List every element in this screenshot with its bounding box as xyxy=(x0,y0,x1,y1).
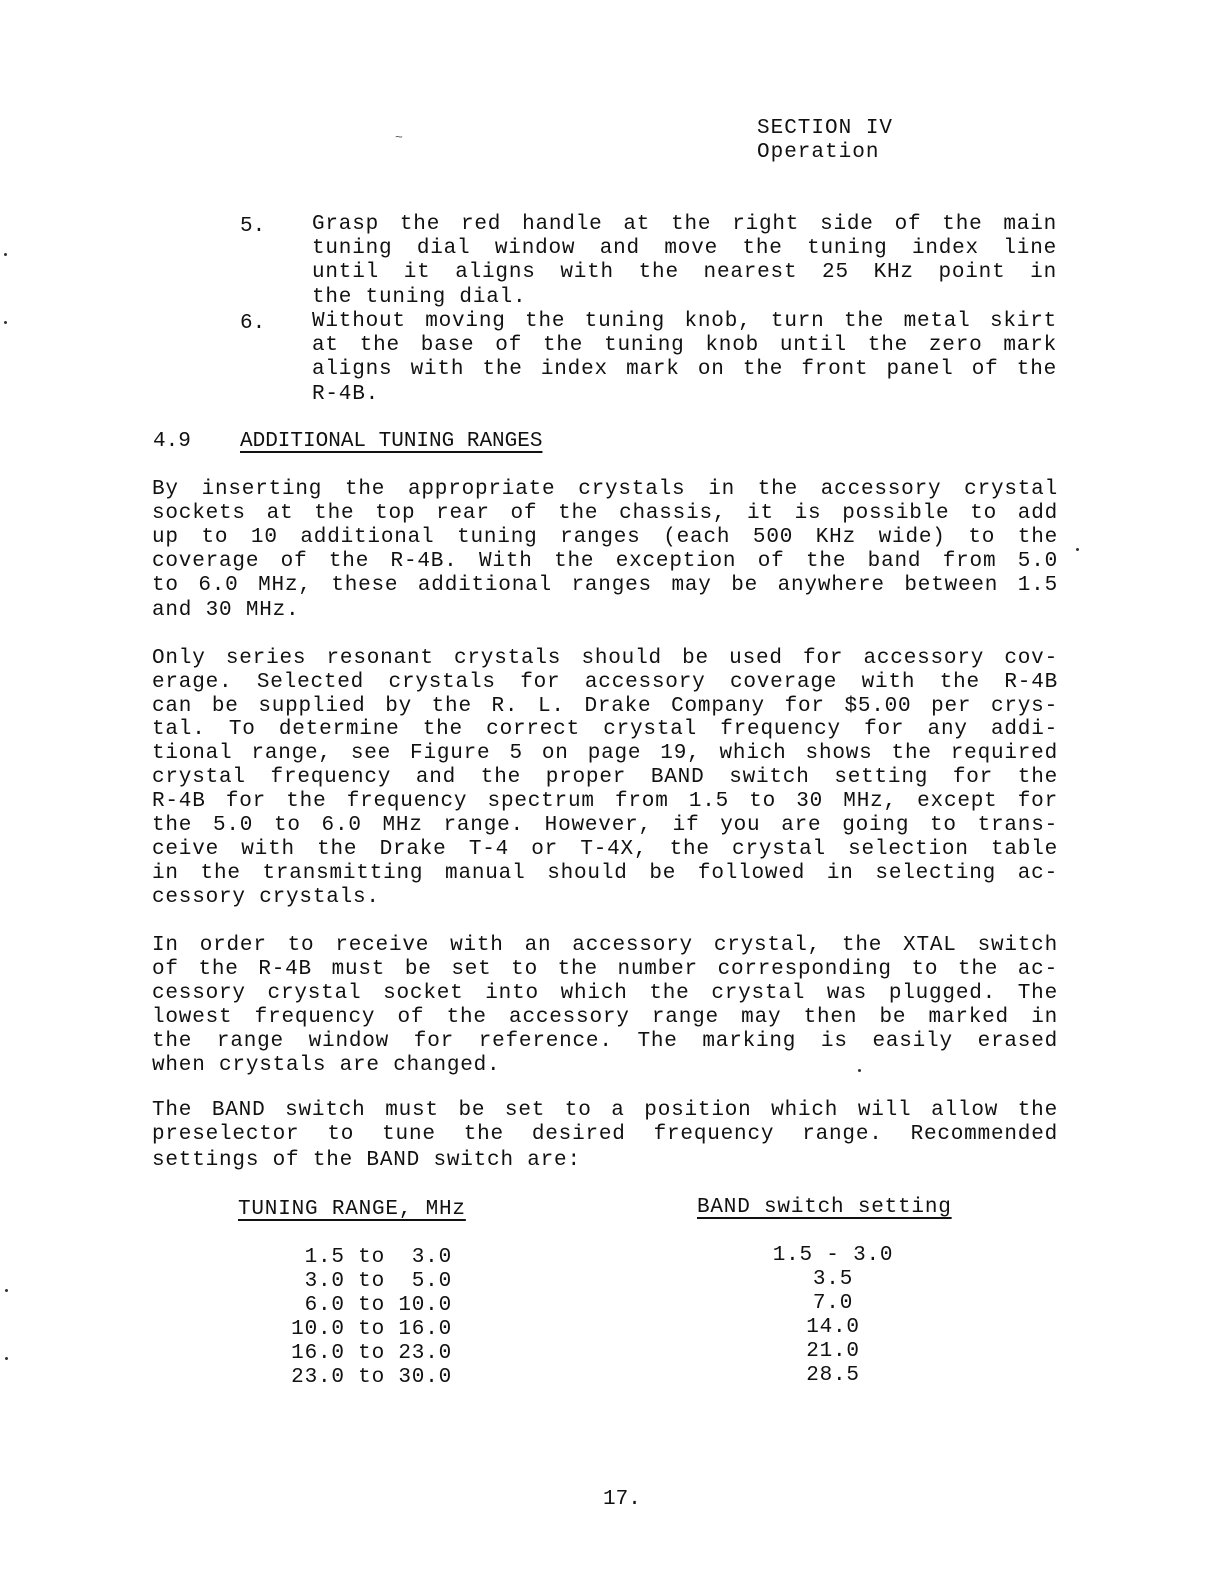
table-cell-range: 6.0 to 10.0 xyxy=(304,1294,452,1317)
paragraph-line: settings of the BAND switch are: xyxy=(152,1149,581,1172)
scan-speck xyxy=(1076,548,1079,551)
paragraph-line: to 6.0 MHz, these additional ranges may be anywhere between 1.5 xyxy=(152,574,1058,597)
table-cell-range: 1.5 to 3.0 xyxy=(304,1246,452,1269)
scan-mark: ~ xyxy=(395,130,403,145)
paragraph-line: cessory crystal socket into which the crystal was plugged. The xyxy=(152,982,1058,1005)
page-number: 17. xyxy=(603,1488,641,1511)
paragraph-line: crystal frequency and the proper BAND switch setting for the xyxy=(152,766,1058,789)
section-heading-number: 4.9 xyxy=(153,430,191,453)
table-cell-range: 16.0 to 23.0 xyxy=(291,1342,452,1365)
paragraph-line: in the transmitting manual should be followed in selecting ac- xyxy=(152,862,1058,885)
paragraph-line: lowest frequency of the accessory range may then be marked in xyxy=(152,1006,1058,1029)
section-label: SECTION IV xyxy=(757,117,894,140)
section-subtitle: Operation xyxy=(757,141,880,164)
paragraph-line: of the R-4B must be set to the number corresponding to the ac- xyxy=(152,958,1058,981)
paragraph-line: and 30 MHz. xyxy=(152,599,300,622)
paragraph-line: the range window for reference. The marking is easily erased xyxy=(152,1030,1058,1053)
paragraph-line: R-4B for the frequency spectrum from 1.5 to 30 MHz, except for xyxy=(152,790,1058,813)
scan-speck xyxy=(858,1069,861,1072)
scan-speck xyxy=(5,1289,8,1292)
paragraph-line: In order to receive with an accessory crystal, the XTAL switch xyxy=(152,934,1058,957)
step-line: tuning dial window and move the tuning index line xyxy=(312,237,1057,260)
table-cell-setting: 21.0 xyxy=(806,1340,860,1363)
step-line: R-4B. xyxy=(312,383,380,406)
paragraph-line: preselector to tune the desired frequency range. Recommended xyxy=(152,1123,1058,1146)
paragraph-line: The BAND switch must be set to a position which will allow the xyxy=(152,1099,1058,1122)
table-cell-range: 10.0 to 16.0 xyxy=(291,1318,452,1341)
table-cell-range: 23.0 to 30.0 xyxy=(291,1366,452,1389)
paragraph-line: sockets at the top rear of the chassis, it is possible to add xyxy=(152,502,1058,525)
paragraph-line: Only series resonant crystals should be used for accessory cov- xyxy=(152,647,1058,670)
scan-speck xyxy=(4,321,7,324)
paragraph-line: erage. Selected crystals for accessory coverage with the R-4B xyxy=(152,671,1058,694)
table-header-tuning-range: TUNING RANGE, MHz xyxy=(238,1198,466,1221)
paragraph-line: when crystals are changed. xyxy=(152,1054,501,1077)
table-cell-setting: 14.0 xyxy=(806,1316,860,1339)
paragraph-line: By inserting the appropriate crystals in the accessory crystal xyxy=(152,478,1058,501)
step-line: aligns with the index mark on the front panel of the xyxy=(312,358,1057,381)
step-line: Grasp the red handle at the right side of the main xyxy=(312,213,1057,236)
table-header-band-setting: BAND switch setting xyxy=(697,1196,952,1219)
table-cell-setting: 7.0 xyxy=(812,1292,854,1315)
paragraph-line: tional range, see Figure 5 on page 19, which shows the required xyxy=(152,742,1058,765)
paragraph-line: the 5.0 to 6.0 MHz range. However, if you are going to trans- xyxy=(152,814,1058,837)
paragraph-line: tal. To determine the correct crystal frequency for any addi- xyxy=(152,718,1058,741)
step-number: 6. xyxy=(240,312,266,335)
step-number: 5. xyxy=(240,215,266,238)
scan-speck xyxy=(5,1357,8,1360)
section-heading-title: ADDITIONAL TUNING RANGES xyxy=(240,430,543,453)
step-line: until it aligns with the nearest 25 KHz point in xyxy=(312,261,1057,284)
scan-speck xyxy=(4,253,7,256)
step-line: Without moving the tuning knob, turn the metal skirt xyxy=(312,310,1057,333)
step-line: at the base of the tuning knob until the zero mark xyxy=(312,334,1057,357)
table-cell-setting: 28.5 xyxy=(806,1364,860,1387)
table-cell-range: 3.0 to 5.0 xyxy=(304,1270,452,1293)
paragraph-line: up to 10 additional tuning ranges (each 500 KHz wide) to the xyxy=(152,526,1058,549)
paragraph-line: coverage of the R-4B. With the exception of the band from 5.0 xyxy=(152,550,1058,573)
table-cell-setting: 1.5 - 3.0 xyxy=(772,1244,894,1267)
table-cell-setting: 3.5 xyxy=(812,1268,854,1291)
paragraph-line: ceive with the Drake T-4 or T-4X, the crystal selection table xyxy=(152,838,1058,861)
paragraph-line: can be supplied by the R. L. Drake Company for $5.00 per crys- xyxy=(152,695,1058,718)
paragraph-line: cessory crystals. xyxy=(152,886,380,909)
step-line: the tuning dial. xyxy=(312,286,527,309)
